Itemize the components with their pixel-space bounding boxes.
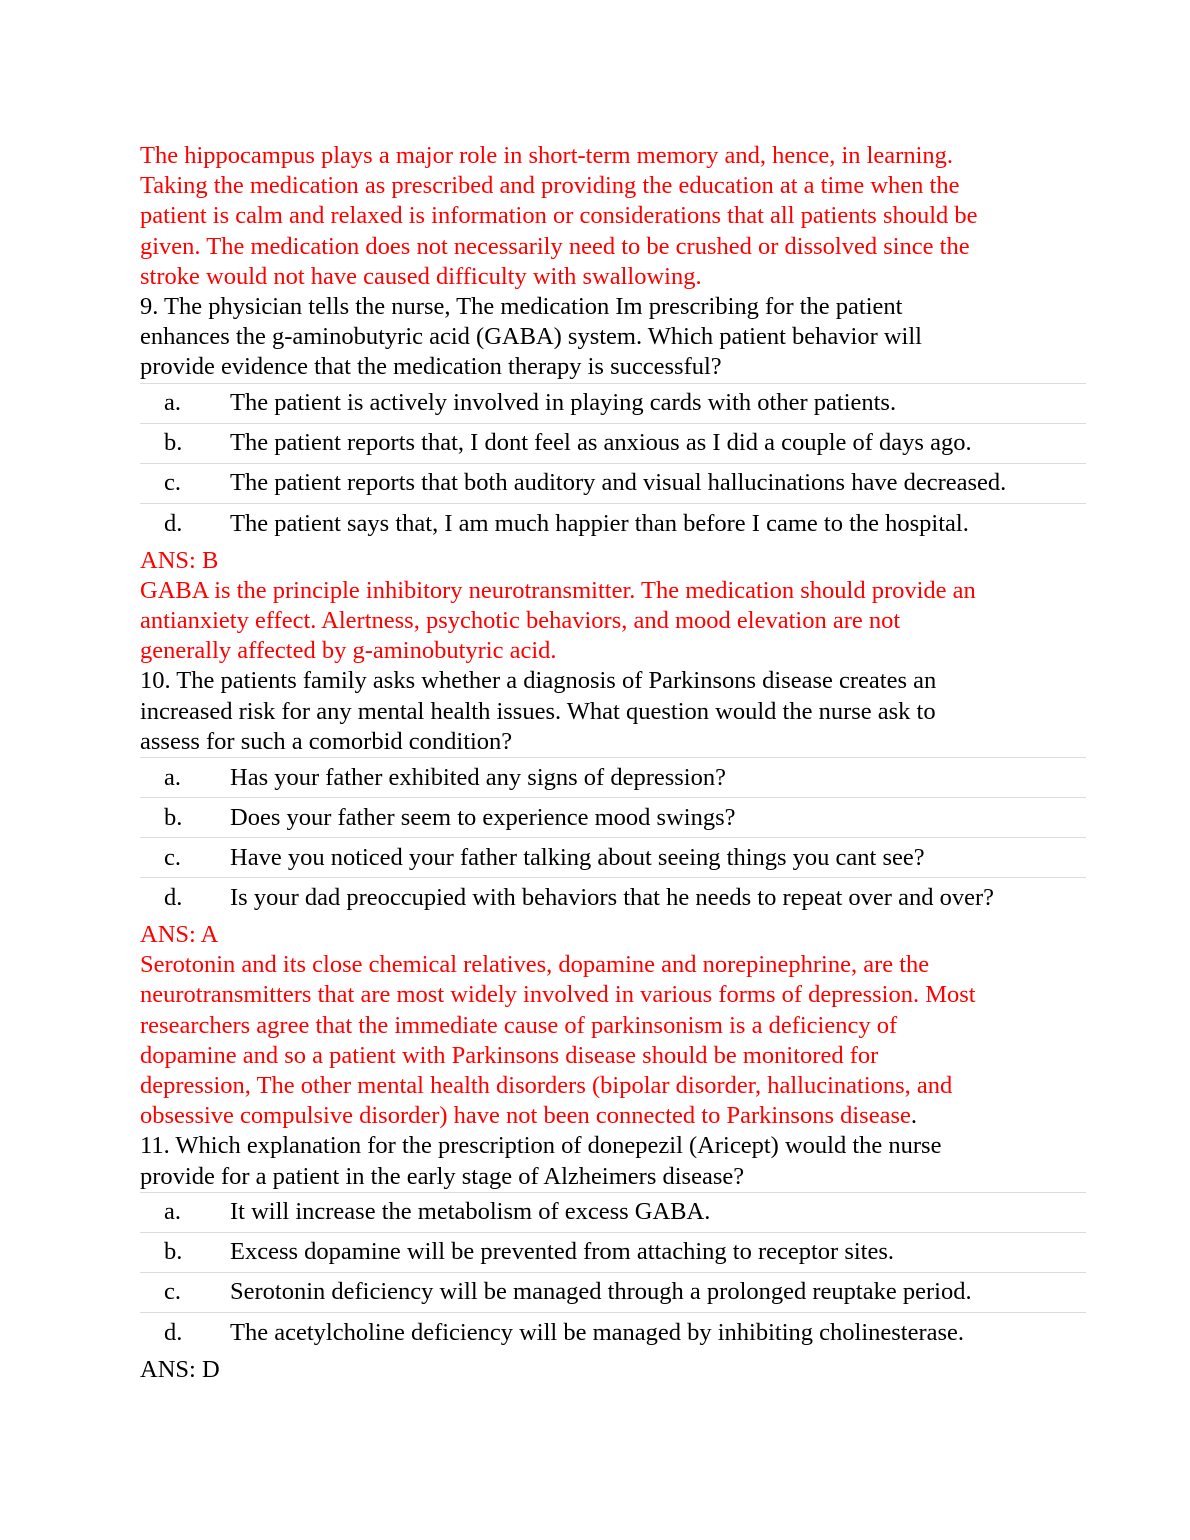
stem-line: enhances the g-aminobutyric acid (GABA) system. Which patient behavior will — [140, 323, 922, 351]
top-rationale — [140, 141, 1086, 292]
rationale-line: Serotonin and its close chemical relatives, dopamine and norepinephrine, are the — [140, 951, 930, 979]
question-stem — [140, 1131, 1086, 1191]
options-table — [140, 757, 1086, 918]
option-text: Is your dad preoccupied with behaviors that he needs to repeat over and over? — [230, 884, 994, 912]
option-text: The patient reports that, I dont feel as anxious as I did a couple of days ago. — [230, 429, 972, 457]
option-text: Excess dopamine will be prevented from attaching to receptor sites. — [230, 1238, 895, 1266]
rationale-line: Taking the medication as prescribed and providing the education at a time when the — [140, 172, 960, 200]
answer-key: ANS: A — [140, 921, 219, 949]
option-text: The acetylcholine deficiency will be managed by inhibiting cholinesterase. — [230, 1318, 965, 1346]
option-letter: b. — [164, 429, 183, 457]
rationale-line: GABA is the principle inhibitory neurotransmitter. The medication should provide an — [140, 576, 976, 604]
option-row — [140, 504, 1086, 544]
option-letter: c. — [164, 469, 181, 497]
option-letter: d. — [164, 509, 183, 537]
stem-line: assess for such a comorbid condition? — [140, 727, 513, 755]
question-11 — [140, 1131, 1086, 1385]
question-stem — [140, 666, 1086, 757]
option-text: Has your father exhibited any signs of depression? — [230, 763, 726, 791]
rationale-line: given. The medication does not necessarily need to be crushed or dissolved since the — [140, 232, 970, 260]
option-row — [140, 1233, 1086, 1273]
option-row — [140, 1313, 1086, 1353]
stem-line: 10. The patients family asks whether a diagnosis of Parkinsons disease creates an — [140, 667, 937, 695]
stem-line: 9. The physician tells the nurse, The medication Im prescribing for the patient — [140, 293, 903, 321]
answer-rationale — [140, 950, 1086, 1131]
rationale-line: depression, The other mental health disorders (bipolar disorder, hallucinations, and — [140, 1072, 953, 1100]
option-row — [140, 1193, 1086, 1233]
option-text: Have you noticed your father talking about seeing things you cant see? — [230, 843, 925, 871]
option-text: The patient says that, I am much happier than before I came to the hospital. — [230, 509, 969, 537]
rationale-line: patient is calm and relaxed is information or considerations that all patients should be — [140, 202, 978, 230]
option-row — [140, 424, 1086, 464]
option-letter: a. — [164, 389, 181, 417]
question-10 — [140, 666, 1086, 1131]
options-table — [140, 383, 1086, 544]
option-letter: b. — [164, 1238, 183, 1266]
option-row — [140, 384, 1086, 424]
option-row — [140, 878, 1086, 918]
option-letter: d. — [164, 1318, 183, 1346]
document-page — [140, 141, 1086, 1385]
option-letter: a. — [164, 1198, 181, 1226]
option-text: The patient is actively involved in playing cards with other patients. — [230, 389, 897, 417]
option-row — [140, 464, 1086, 504]
rationale-line: neurotransmitters that are most widely involved in various forms of depression. Most — [140, 981, 976, 1009]
option-letter: d. — [164, 884, 183, 912]
option-letter: a. — [164, 763, 181, 791]
option-text: Serotonin deficiency will be managed through a prolonged reuptake period. — [230, 1278, 972, 1306]
rationale-line — [140, 1101, 1086, 1131]
option-letter: b. — [164, 803, 183, 831]
answer-key: ANS: D — [140, 1355, 220, 1383]
stem-line: increased risk for any mental health issues. What question would the nurse ask to — [140, 697, 936, 725]
option-text: The patient reports that both auditory and visual hallucinations have decreased. — [230, 469, 1007, 497]
stem-line: provide evidence that the medication therapy is successful? — [140, 353, 722, 381]
option-row — [140, 798, 1086, 838]
option-text: It will increase the metabolism of excess GABA. — [230, 1198, 711, 1226]
option-letter: c. — [164, 843, 181, 871]
answer-key: ANS: B — [140, 546, 219, 574]
rationale-line: antianxiety effect. Alertness, psychotic behaviors, and mood elevation are not — [140, 607, 901, 635]
rationale-line: generally affected by g-aminobutyric acid. — [140, 637, 557, 665]
option-row — [140, 758, 1086, 798]
rationale-line: The hippocampus plays a major role in short-term memory and, hence, in learning. — [140, 142, 954, 169]
rationale-line: dopamine and so a patient with Parkinsons disease should be monitored for — [140, 1041, 879, 1069]
question-9 — [140, 292, 1086, 666]
option-text: Does your father seem to experience mood swings? — [230, 803, 736, 831]
option-row — [140, 838, 1086, 878]
rationale-line: stroke would not have caused difficulty with swallowing. — [140, 262, 702, 290]
rationale-line: researchers agree that the immediate cause of parkinsonism is a deficiency of — [140, 1011, 898, 1039]
option-letter: c. — [164, 1278, 181, 1306]
answer-rationale — [140, 576, 1086, 667]
stem-line: provide for a patient in the early stage of Alzheimers disease? — [140, 1162, 745, 1190]
option-row — [140, 1273, 1086, 1313]
rationale-last-text: obsessive compulsive disorder) have not been connected to Parkinsons disease — [140, 1102, 911, 1130]
stem-line: 11. Which explanation for the prescription of donepezil (Aricept) would the nurse — [140, 1132, 942, 1160]
rationale-period: . — [910, 1102, 918, 1130]
options-table — [140, 1192, 1086, 1353]
question-stem — [140, 292, 1086, 383]
